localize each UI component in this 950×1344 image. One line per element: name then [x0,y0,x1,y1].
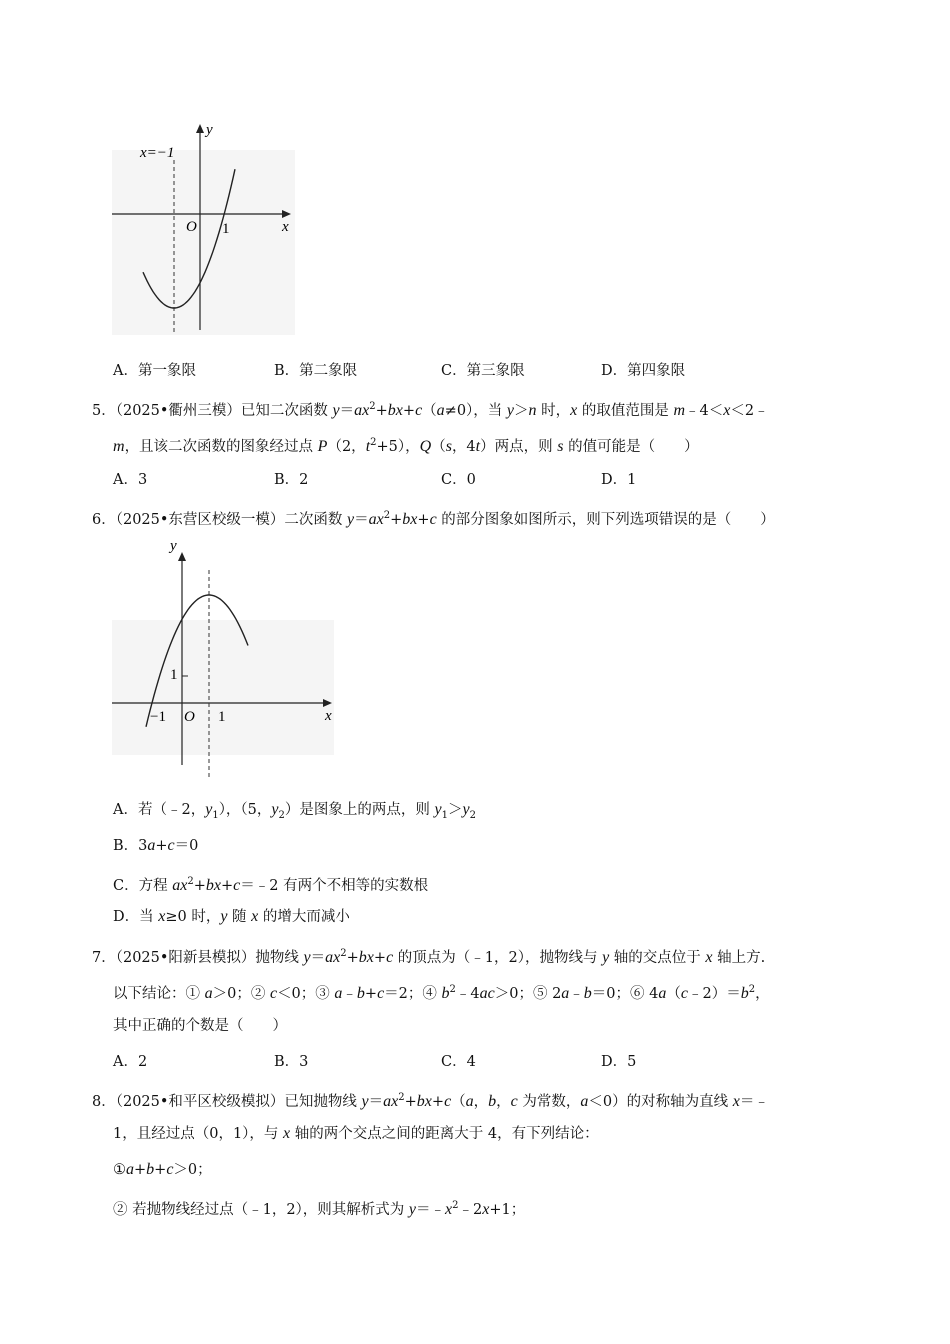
q8-conclusion-2 [113,1196,525,1220]
q4-option-D: D．第四象限 [601,363,686,379]
text-segment: + [193,877,206,894]
text-segment: 2 [748,984,756,995]
text-segment: ＝ [339,402,355,419]
x-axis-label: x [282,219,289,235]
text-segment: x [723,401,731,419]
q4-option-A: A．第一象限 [113,363,196,379]
text-segment: + [375,402,388,419]
tick-one-x: 1 [218,709,226,725]
text-segment: ， [473,1093,489,1110]
q5-option-D: D．1 [601,472,637,488]
text-segment: a [204,984,213,1002]
text-segment: ＝ [368,1093,384,1110]
q5-option-A: A．3 [113,472,148,488]
text-segment: （ [451,1093,466,1110]
text-segment: ＝2；④ [384,985,442,1002]
text-segment: y [361,1092,369,1110]
q4-option-C: C．第三象限 [441,363,525,379]
text-segment: 7．（2025•阳新县模拟）抛物线 [92,949,304,966]
text-segment: b [740,984,749,1002]
text-segment: 2 [278,809,285,821]
text-segment: ac [479,984,495,1002]
tick-one: 1 [222,221,230,237]
line-label: x=−1 [140,145,175,161]
text-segment: 2 [469,809,476,821]
text-segment: a [561,984,570,1002]
text-segment: bx [358,948,374,966]
q7-conclusions [113,980,770,1004]
text-segment: ， [496,1093,511,1110]
q5-option-B: B．2 [274,472,309,488]
text-segment: 5．（2025•衢州三模）已知二次函数 [92,402,333,419]
q6-option-B [113,836,198,856]
y-axis-label: y [206,122,213,138]
text-segment: bx [416,1092,432,1110]
q4-option-B: B．第二象限 [274,363,358,379]
text-segment: y [434,801,442,818]
text-segment: 时， [536,402,571,419]
text-segment: ax [325,948,341,966]
q7-option-C: C．4 [441,1054,476,1070]
text-segment: x [283,1125,291,1142]
text-segment: ﹣ [569,985,584,1002]
text-segment: ② 若抛物线经过点（﹣1，2），则其解析式为 [113,1201,409,1218]
text-segment: ＞0；⑤ 2 [494,985,562,1002]
text-segment: ＜2﹣ [730,402,769,419]
q5-stem-cont [113,433,699,457]
q8-conclusion-1 [113,1160,212,1180]
text-segment: y [271,801,279,818]
text-segment: y [462,801,470,818]
text-segment: ＞ [448,802,463,818]
q6-option-C [113,872,428,896]
text-segment: 的部分图象如图所示，则下列选项错误的是（ ） [436,511,775,528]
text-segment: bx [387,401,403,419]
text-segment: c [233,876,241,894]
text-segment: + [220,877,234,894]
text-segment: ﹣2 [458,1201,483,1218]
q7-question [113,1016,287,1036]
tick-neg-one: −1 [150,709,166,725]
text-segment: x [732,1092,740,1110]
text-segment: + [154,1162,167,1178]
text-segment: C．方程 [113,877,173,894]
text-segment: c [429,510,437,528]
text-segment: 轴上方. [712,949,766,966]
text-segment: s [557,437,564,455]
text-segment: ＞ [514,402,529,419]
text-segment: c [415,401,423,419]
text-segment: a [580,1092,589,1110]
text-segment: ﹣ [342,985,357,1002]
text-segment: （ [666,985,681,1002]
text-segment: +5）， [376,438,420,455]
text-segment: 1 [212,809,219,821]
text-segment: + [402,402,416,419]
text-segment: b [146,1161,155,1178]
text-segment: ﹣2）＝ [687,985,741,1002]
text-segment: D．当 [113,909,159,925]
text-segment: 1，且经过点（0，1），与 [113,1126,284,1142]
text-segment: y [220,908,228,925]
text-segment: ﹣4 [455,985,480,1002]
text-segment: 2 [449,984,456,995]
text-segment: ，4 [451,438,476,455]
text-segment: c [377,984,385,1002]
text-segment: +1； [489,1201,526,1218]
text-segment: ＜0）的对称轴为直线 [588,1093,733,1110]
text-segment: 随 [227,909,252,925]
text-segment: ）是图象上的两点，则 [284,802,435,818]
text-segment: ＝0；⑥ 4 [591,985,659,1002]
text-segment: + [417,511,430,528]
text-segment: ax [383,1092,399,1110]
text-segment: ＝ [310,949,326,966]
text-segment: ≠0），当 [444,402,507,419]
text-segment: bx [402,510,418,528]
text-segment: + [373,949,387,966]
text-segment: c [167,837,175,854]
text-segment: 6．（2025•东营区校级一模）二次函数 [92,511,348,528]
text-segment: ＞0； [173,1162,212,1178]
text-segment: P [317,437,328,455]
text-segment: x [251,908,259,925]
text-segment: 轴的两个交点之间的距离大于 4，有下列结论： [290,1126,599,1142]
text-segment: b [488,1092,497,1110]
text-segment: 以下结论：① [113,985,205,1002]
text-segment: a [436,401,445,419]
q6-option-A [113,800,476,826]
q7-option-B: B．3 [274,1054,309,1070]
text-segment: （ [431,438,446,455]
q5-option-C: C．0 [441,472,476,488]
text-segment: t [475,437,481,455]
text-segment: s [445,437,452,455]
tick-one-y: 1 [170,667,178,683]
q8-stem-cont [113,1124,599,1144]
text-segment: + [155,838,168,854]
text-segment: x [705,948,713,966]
text-segment: b [441,984,450,1002]
text-segment: 的值可能是（ ） [563,438,699,455]
text-segment: + [390,511,403,528]
text-segment: y [506,401,515,419]
y-axis-label: y [170,538,177,554]
text-segment: y [303,948,311,966]
text-segment: 2 [452,1200,459,1211]
text-segment: c [444,1092,452,1110]
text-segment: ）两点，则 [480,438,558,455]
text-segment: c [386,948,394,966]
text-segment: 8．（2025•和平区校级模拟）已知抛物线 [92,1093,362,1110]
text-segment: y [602,948,610,966]
text-segment: ＝﹣ [416,1201,446,1218]
text-segment: ＝﹣2 有两个不相等的实数根 [240,877,429,894]
text-segment: a [147,837,156,854]
text-segment: ），（5， [218,802,272,818]
text-segment: y [205,801,213,818]
text-segment: y [332,401,340,419]
q5-stem [92,397,769,421]
text-segment: y [347,510,355,528]
q8-stem [92,1088,769,1112]
text-segment: x [445,1200,453,1218]
q7-stem [92,944,765,968]
text-segment: 为常数， [517,1093,581,1110]
q7-option-A: A．2 [113,1054,148,1070]
text-segment: ① [113,1162,126,1178]
text-segment: 轴的交点位于 [609,949,706,966]
text-segment: ax [172,876,188,894]
text-segment: + [346,949,359,966]
text-segment: m [673,401,686,419]
text-segment: Q [419,437,432,455]
text-segment: x [482,1200,490,1218]
text-segment: b [583,984,592,1002]
text-segment: （ [422,402,437,419]
text-segment: a [465,1092,474,1110]
text-segment: 1 [441,809,448,821]
origin-label: O [184,709,195,725]
text-segment: 2 [370,437,377,448]
text-segment: ＞0；② [212,985,270,1002]
text-segment: c [269,984,278,1002]
text-segment: ＝0 [174,838,199,854]
text-segment: 2 [340,948,347,959]
text-segment: y [408,1200,417,1218]
text-segment: 的取值范围是 [577,402,674,419]
text-segment: ＜0；③ [277,985,335,1002]
text-segment: 2 [369,401,376,412]
text-segment: 的顶点为（﹣1，2），抛物线与 [393,949,603,966]
text-segment: B．3 [113,838,148,854]
text-segment: ， [755,985,770,1002]
text-segment: a [658,984,667,1002]
text-segment: A．若（﹣2， [113,802,206,818]
text-segment: 2 [398,1092,405,1103]
text-segment: c [680,984,688,1002]
x-axis-label: x [325,708,332,724]
text-segment: + [404,1093,417,1110]
q7-option-D: D．5 [601,1054,637,1070]
text-segment: m [113,437,125,455]
text-segment: ＝ [354,511,369,528]
text-segment: 的增大而减小 [258,909,350,925]
text-segment: ＝﹣ [739,1093,769,1110]
text-segment: x [570,401,578,419]
text-segment: ，且该二次函数的图象经过点 [124,438,318,455]
q6-option-D [113,907,350,927]
text-segment: ﹣4＜ [685,402,724,419]
text-segment: c [166,1161,174,1178]
text-segment: ax [354,401,370,419]
text-segment: b [356,984,365,1002]
text-segment: c [510,1092,518,1110]
text-segment: n [528,401,537,419]
text-segment: + [364,985,378,1002]
text-segment: a [334,984,343,1002]
origin-label: O [186,219,197,235]
text-segment: （2， [327,438,366,455]
text-segment: 其中正确的个数是（ ） [113,1018,287,1034]
text-segment: 2 [187,876,194,887]
text-segment: x [158,908,166,925]
text-segment: + [431,1093,445,1110]
text-segment: ax [368,510,384,528]
text-segment: t [365,437,371,455]
text-segment: + [134,1162,147,1178]
text-segment: 2 [383,510,391,521]
text-segment: ≥0 时， [165,909,221,925]
text-segment: bx [205,876,221,894]
q6-stem [92,506,775,530]
text-segment: a [126,1161,134,1178]
